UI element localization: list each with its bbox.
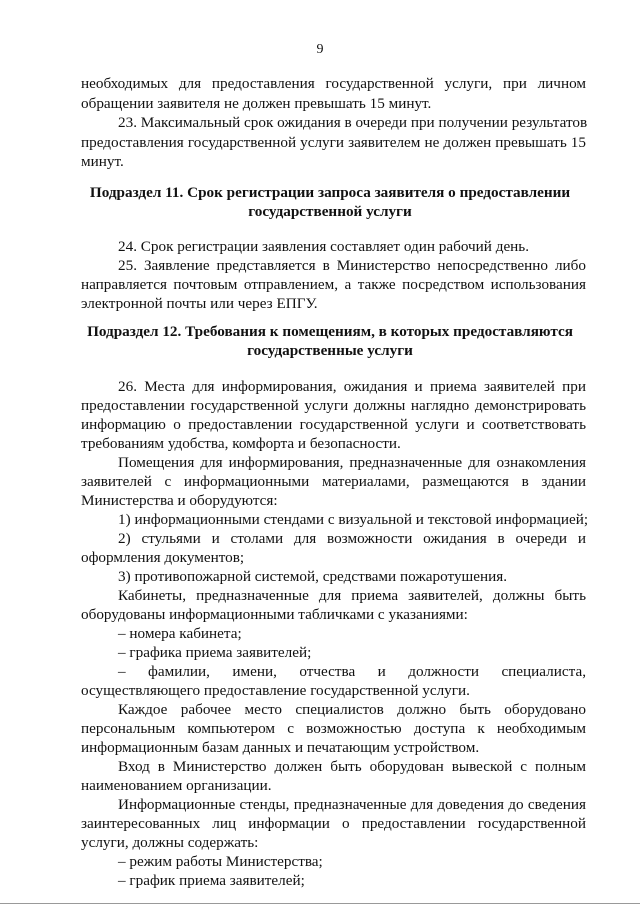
text-line: Помещения для информирования, предназначенные для ознакомления [118, 454, 586, 471]
text-line: обращении заявителя не должен превышать 15 минут. [81, 95, 432, 112]
subsection-12-heading: Подраздел 12. Требования к помещениям, в которых предоставляются [87, 323, 573, 340]
text-line: заявителей с информационными материалами, размещаются в здании [81, 473, 586, 490]
text-line: Информационные стенды, предназначенные для доведения до сведения [118, 796, 586, 813]
list-item: – фамилии, имени, отчества и должности специалиста, [118, 663, 586, 680]
text-line: минут. [81, 153, 124, 170]
list-item: 3) противопожарной системой, средствами пожаротушения. [118, 568, 508, 585]
text-line: персональным компьютером с возможностью доступа к необходимым [81, 720, 586, 737]
page-bottom-divider [0, 903, 640, 904]
text-line: Министерства и оборудуются: [81, 492, 278, 509]
subsection-12-heading: государственные услуги [247, 342, 413, 359]
text-line: информацию о предоставлении государственной услуги и соответствовать [81, 416, 586, 433]
subsection-11-heading: государственной услуги [248, 203, 412, 220]
text-line: 23. Максимальный срок ожидания в очереди при получении результатов [118, 114, 588, 131]
page-number: 9 [316, 42, 324, 57]
text-line: 24. Срок регистрации заявления составляет один рабочий день. [118, 238, 530, 255]
list-item: – номера кабинета; [118, 625, 242, 642]
text-line: информационным базам данных и печатающим устройством. [81, 739, 480, 756]
list-item: 1) информационными стендами с визуальной и текстовой информацией; [118, 511, 589, 528]
list-item: – графика приема заявителей; [118, 644, 312, 661]
text-line: оформления документов; [81, 549, 245, 566]
subsection-11-heading: Подраздел 11. Срок регистрации запроса заявителя о предоставлении [89, 184, 571, 201]
text-line: осуществляющего предоставление государственной услуги. [81, 682, 470, 699]
text-line: направляется почтовым отправлением, а также посредством использования [81, 276, 586, 293]
list-item: 2) стульями и столами для возможности ожидания в очереди и [118, 530, 586, 547]
text-line: предоставления государственной услуги заявителем не должен превышать 15 [81, 134, 586, 151]
text-line: наименованием организации. [81, 777, 272, 794]
text-line: Вход в Министерство должен быть оборудован вывеской с полным [118, 758, 586, 775]
text-line: Кабинеты, предназначенные для приема заявителей, должны быть [118, 587, 586, 604]
text-line: электронной почты или через ЕПГУ. [81, 295, 318, 312]
text-line: оборудованы информационными табличками с указаниями: [81, 606, 468, 623]
text-line: требованиям удобства, комфорта и безопасности. [81, 435, 401, 452]
text-line: Каждое рабочее место специалистов должно быть оборудовано [118, 701, 586, 718]
text-line: 25. Заявление представляется в Министерство непосредственно либо [118, 257, 586, 274]
text-line: услуги, должны содержать: [81, 834, 259, 851]
text-line: заинтересованных лиц информации о предоставлении государственной [81, 815, 586, 832]
text-line: 26. Места для информирования, ожидания и приема заявителей при [118, 378, 586, 395]
text-line: необходимых для предоставления государственной услуги, при личном [81, 75, 586, 92]
list-item: – график приема заявителей; [118, 872, 305, 889]
list-item: – режим работы Министерства; [118, 853, 323, 870]
text-line: предоставлении государственной услуги должны наглядно демонстрировать [81, 397, 586, 414]
